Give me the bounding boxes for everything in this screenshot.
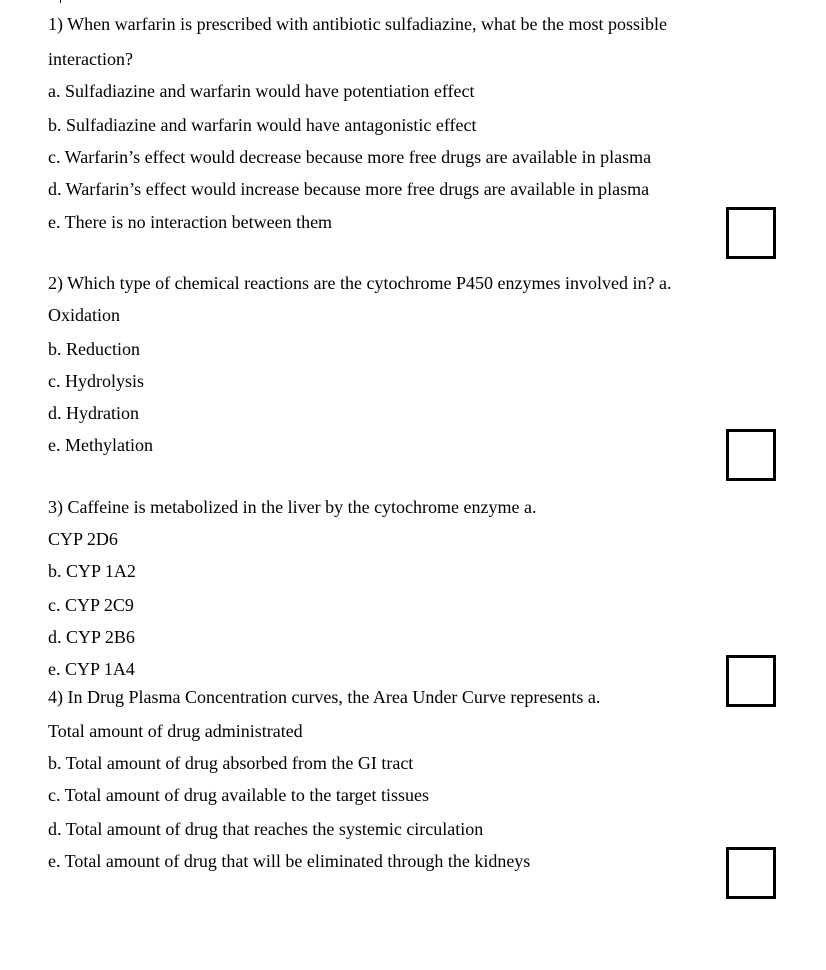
question-1-text-cont: interaction? bbox=[48, 49, 133, 69]
page-mark bbox=[60, 0, 61, 3]
question-4-option-b: b. Total amount of drug absorbed from the GI tract bbox=[48, 753, 414, 773]
question-4-option-c: c. Total amount of drug available to the target tissues bbox=[48, 785, 429, 805]
question-2-option-a: Oxidation bbox=[48, 305, 120, 325]
question-4-text: 4) In Drug Plasma Concentration curves, the Area Under Curve represents a. bbox=[48, 687, 601, 707]
question-2-text: 2) Which type of chemical reactions are the cytochrome P450 enzymes involved in? a. bbox=[48, 273, 672, 293]
question-4-option-e: e. Total amount of drug that will be eliminated through the kidneys bbox=[48, 851, 531, 871]
answer-box-2[interactable] bbox=[726, 429, 776, 481]
question-1-option-a: a. Sulfadiazine and warfarin would have potentiation effect bbox=[48, 81, 475, 101]
question-2-option-c: c. Hydrolysis bbox=[48, 371, 144, 391]
question-4-option-d: d. Total amount of drug that reaches the systemic circulation bbox=[48, 819, 484, 839]
question-1-option-d: d. Warfarin’s effect would increase because more free drugs are available in plasma bbox=[48, 179, 650, 199]
question-2-option-b: b. Reduction bbox=[48, 339, 140, 359]
question-1-option-c: c. Warfarin’s effect would decrease because more free drugs are available in plasma bbox=[48, 147, 652, 167]
question-3-text: 3) Caffeine is metabolized in the liver by the cytochrome enzyme a. bbox=[48, 497, 537, 517]
question-2-option-e: e. Methylation bbox=[48, 435, 153, 455]
question-3-option-a: CYP 2D6 bbox=[48, 529, 118, 549]
answer-box-3[interactable] bbox=[726, 655, 776, 707]
question-3-option-e: e. CYP 1A4 bbox=[48, 659, 135, 679]
question-1-option-b: b. Sulfadiazine and warfarin would have antagonistic effect bbox=[48, 115, 477, 135]
question-4-option-a: Total amount of drug administrated bbox=[48, 721, 303, 741]
question-3-option-d: d. CYP 2B6 bbox=[48, 627, 135, 647]
answer-box-1[interactable] bbox=[726, 207, 776, 259]
question-3-option-b: b. CYP 1A2 bbox=[48, 561, 136, 581]
question-1-text: 1) When warfarin is prescribed with antibiotic sulfadiazine, what be the most possible bbox=[48, 14, 667, 34]
question-3-option-c: c. CYP 2C9 bbox=[48, 595, 134, 615]
question-2-option-d: d. Hydration bbox=[48, 403, 139, 423]
answer-box-4[interactable] bbox=[726, 847, 776, 899]
question-1-option-e: e. There is no interaction between them bbox=[48, 212, 333, 232]
